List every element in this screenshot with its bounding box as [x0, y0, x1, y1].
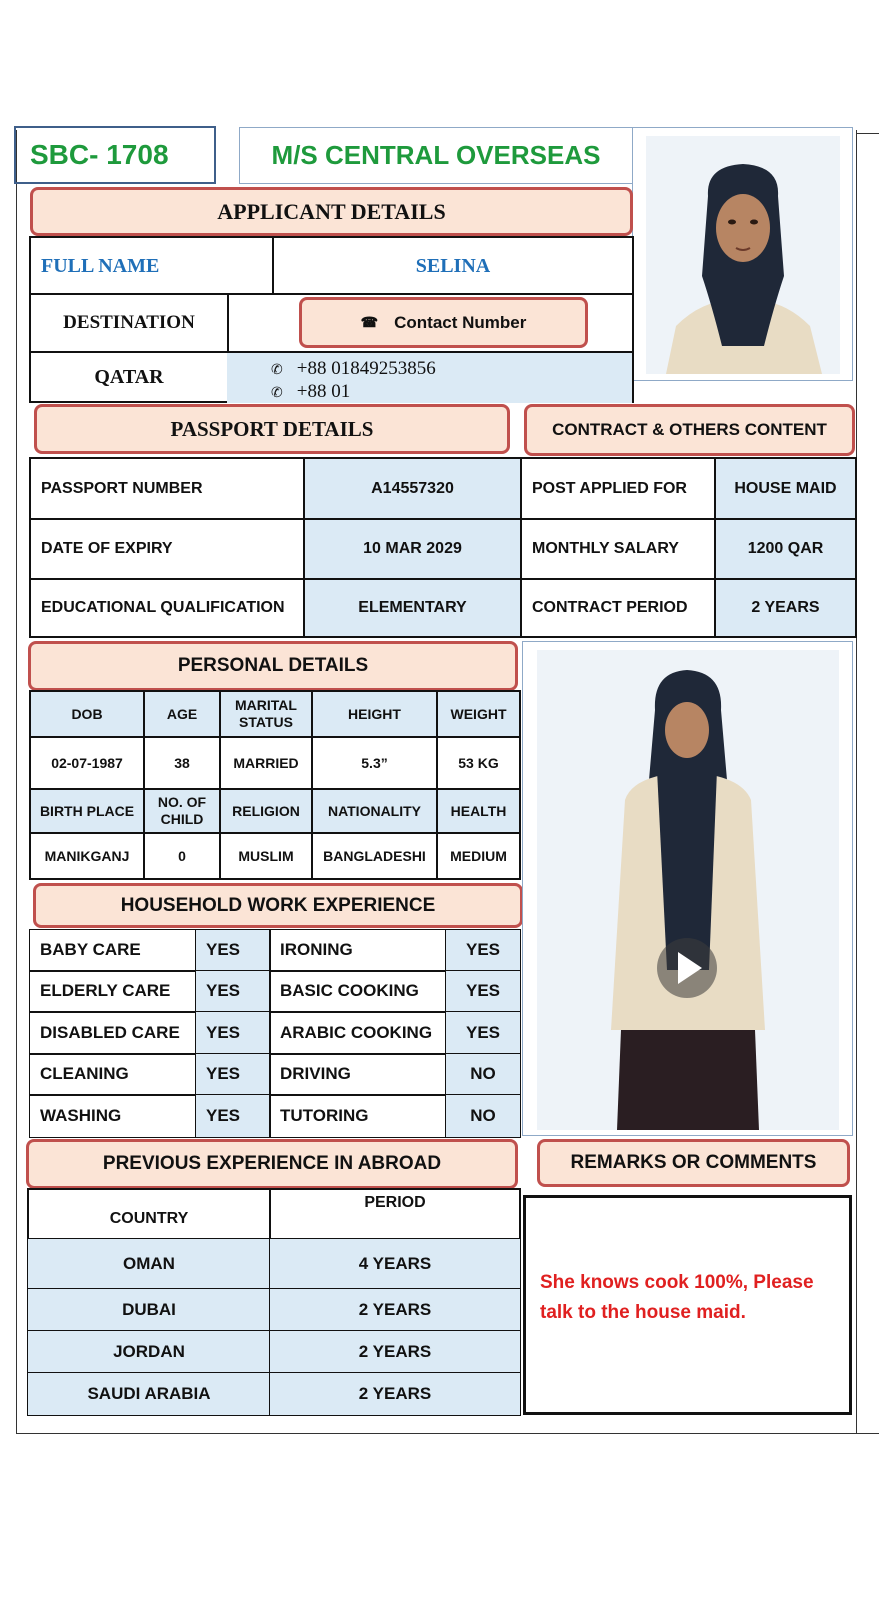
agency-name-box	[239, 127, 633, 184]
household-task: IRONING	[269, 929, 447, 972]
personal-header-cell: NATIONALITY	[311, 788, 438, 834]
full-name-value: SELINA	[272, 236, 634, 295]
remarks-box	[523, 1195, 852, 1415]
household-task: DISABLED CARE	[29, 1011, 197, 1055]
personal-details-header: PERSONAL DETAILS	[28, 641, 518, 691]
household-answer: YES	[195, 1053, 271, 1096]
contract-label: MONTHLY SALARY	[520, 518, 716, 580]
household-task: BASIC COOKING	[269, 970, 447, 1013]
abroad-period: 2 YEARS	[269, 1288, 521, 1332]
abroad-period: 2 YEARS	[269, 1330, 521, 1374]
phone-numbers	[227, 351, 634, 403]
personal-header-cell: DOB	[29, 690, 145, 738]
household-task: CLEANING	[29, 1053, 197, 1096]
personal-value-cell: MUSLIM	[219, 832, 313, 880]
household-answer: YES	[195, 1011, 271, 1055]
contact-number-header	[299, 297, 588, 348]
passport-label: DATE OF EXPIRY	[29, 518, 305, 580]
personal-value-cell: MEDIUM	[436, 832, 521, 880]
household-task: WASHING	[29, 1094, 197, 1138]
personal-value-cell: 38	[143, 736, 221, 790]
full-name-label: FULL NAME	[29, 236, 274, 295]
abroad-period: 4 YEARS	[269, 1238, 521, 1290]
abroad-country: OMAN	[27, 1238, 271, 1290]
personal-value-cell: BANGLADESHI	[311, 832, 438, 880]
abroad-country: JORDAN	[27, 1330, 271, 1374]
passport-label: EDUCATIONAL QUALIFICATION	[29, 578, 305, 638]
full-body-photo	[537, 650, 839, 1130]
phone-number-1: +88 01849253856	[296, 358, 436, 379]
reference-code-box	[14, 126, 216, 184]
personal-header-cell: HEALTH	[436, 788, 521, 834]
contract-value: 1200 QAR	[714, 518, 857, 580]
abroad-col-country: COUNTRY	[27, 1188, 271, 1240]
contract-details-header: CONTRACT & OTHERS CONTENT	[524, 404, 855, 456]
reference-code: SBC- 1708	[30, 139, 169, 170]
household-answer: YES	[445, 1011, 521, 1055]
household-answer: YES	[445, 929, 521, 972]
household-answer: NO	[445, 1053, 521, 1096]
phone-icon: ☎	[360, 314, 379, 330]
portrait-photo-frame	[632, 127, 853, 381]
household-answer: YES	[195, 929, 271, 972]
personal-header-cell: NO. OF CHILD	[143, 788, 221, 834]
contract-value: HOUSE MAID	[714, 457, 857, 520]
contract-label: POST APPLIED FOR	[520, 457, 716, 520]
personal-value-cell: 53 KG	[436, 736, 521, 790]
portrait-figure	[646, 136, 840, 374]
remarks-header: REMARKS OR COMMENTS	[537, 1139, 850, 1187]
household-answer: YES	[195, 1094, 271, 1138]
frame-line-right-bottom	[857, 1433, 879, 1434]
personal-value-cell: 0	[143, 832, 221, 880]
personal-header-cell: BIRTH PLACE	[29, 788, 145, 834]
personal-header-cell: WEIGHT	[436, 690, 521, 738]
personal-value-cell: 5.3”	[311, 736, 438, 790]
household-answer: YES	[195, 970, 271, 1013]
household-task: ARABIC COOKING	[269, 1011, 447, 1055]
household-task: TUTORING	[269, 1094, 447, 1138]
full-photo-frame	[522, 641, 853, 1136]
applicant-details-header: APPLICANT DETAILS	[30, 187, 633, 236]
passport-value: 10 MAR 2029	[303, 518, 522, 580]
frame-line-right	[857, 133, 879, 134]
contract-value: 2 YEARS	[714, 578, 857, 638]
full-body-figure	[537, 650, 839, 1130]
household-answer: YES	[445, 970, 521, 1013]
passport-label: PASSPORT NUMBER	[29, 457, 305, 520]
household-task: BABY CARE	[29, 929, 197, 972]
personal-value-cell: MARRIED	[219, 736, 313, 790]
abroad-country: DUBAI	[27, 1288, 271, 1332]
personal-header-cell: AGE	[143, 690, 221, 738]
destination-value: QATAR	[29, 351, 229, 403]
household-task: DRIVING	[269, 1053, 447, 1096]
abroad-period: 2 YEARS	[269, 1372, 521, 1416]
phone-handset-icon: ✆	[271, 363, 283, 378]
contact-number-label: Contact Number	[394, 312, 527, 332]
abroad-col-period: PERIOD	[269, 1188, 521, 1240]
portrait-photo	[646, 136, 840, 374]
contract-label: CONTRACT PERIOD	[520, 578, 716, 638]
play-video-icon[interactable]	[657, 938, 717, 998]
personal-header-cell: MARITAL STATUS	[219, 690, 313, 738]
household-task: ELDERLY CARE	[29, 970, 197, 1013]
personal-header-cell: HEIGHT	[311, 690, 438, 738]
phone-handset-icon: ✆	[271, 386, 283, 401]
passport-details-header: PASSPORT DETAILS	[34, 404, 510, 454]
destination-label: DESTINATION	[29, 293, 229, 353]
phone-number-2: +88 01	[296, 381, 351, 402]
remarks-text: She knows cook 100%, Please talk to the house maid.	[540, 1272, 814, 1324]
personal-value-cell: MANIKGANJ	[29, 832, 145, 880]
passport-value: ELEMENTARY	[303, 578, 522, 638]
phone-line-2	[271, 381, 350, 403]
household-answer: NO	[445, 1094, 521, 1138]
household-experience-header: HOUSEHOLD WORK EXPERIENCE	[33, 883, 523, 928]
personal-header-cell: RELIGION	[219, 788, 313, 834]
agency-name: M/S CENTRAL OVERSEAS	[271, 140, 601, 170]
passport-value: A14557320	[303, 457, 522, 520]
phone-line-1	[271, 358, 436, 380]
abroad-experience-header: PREVIOUS EXPERIENCE IN ABROAD	[26, 1139, 518, 1189]
abroad-country: SAUDI ARABIA	[27, 1372, 271, 1416]
personal-value-cell: 02-07-1987	[29, 736, 145, 790]
